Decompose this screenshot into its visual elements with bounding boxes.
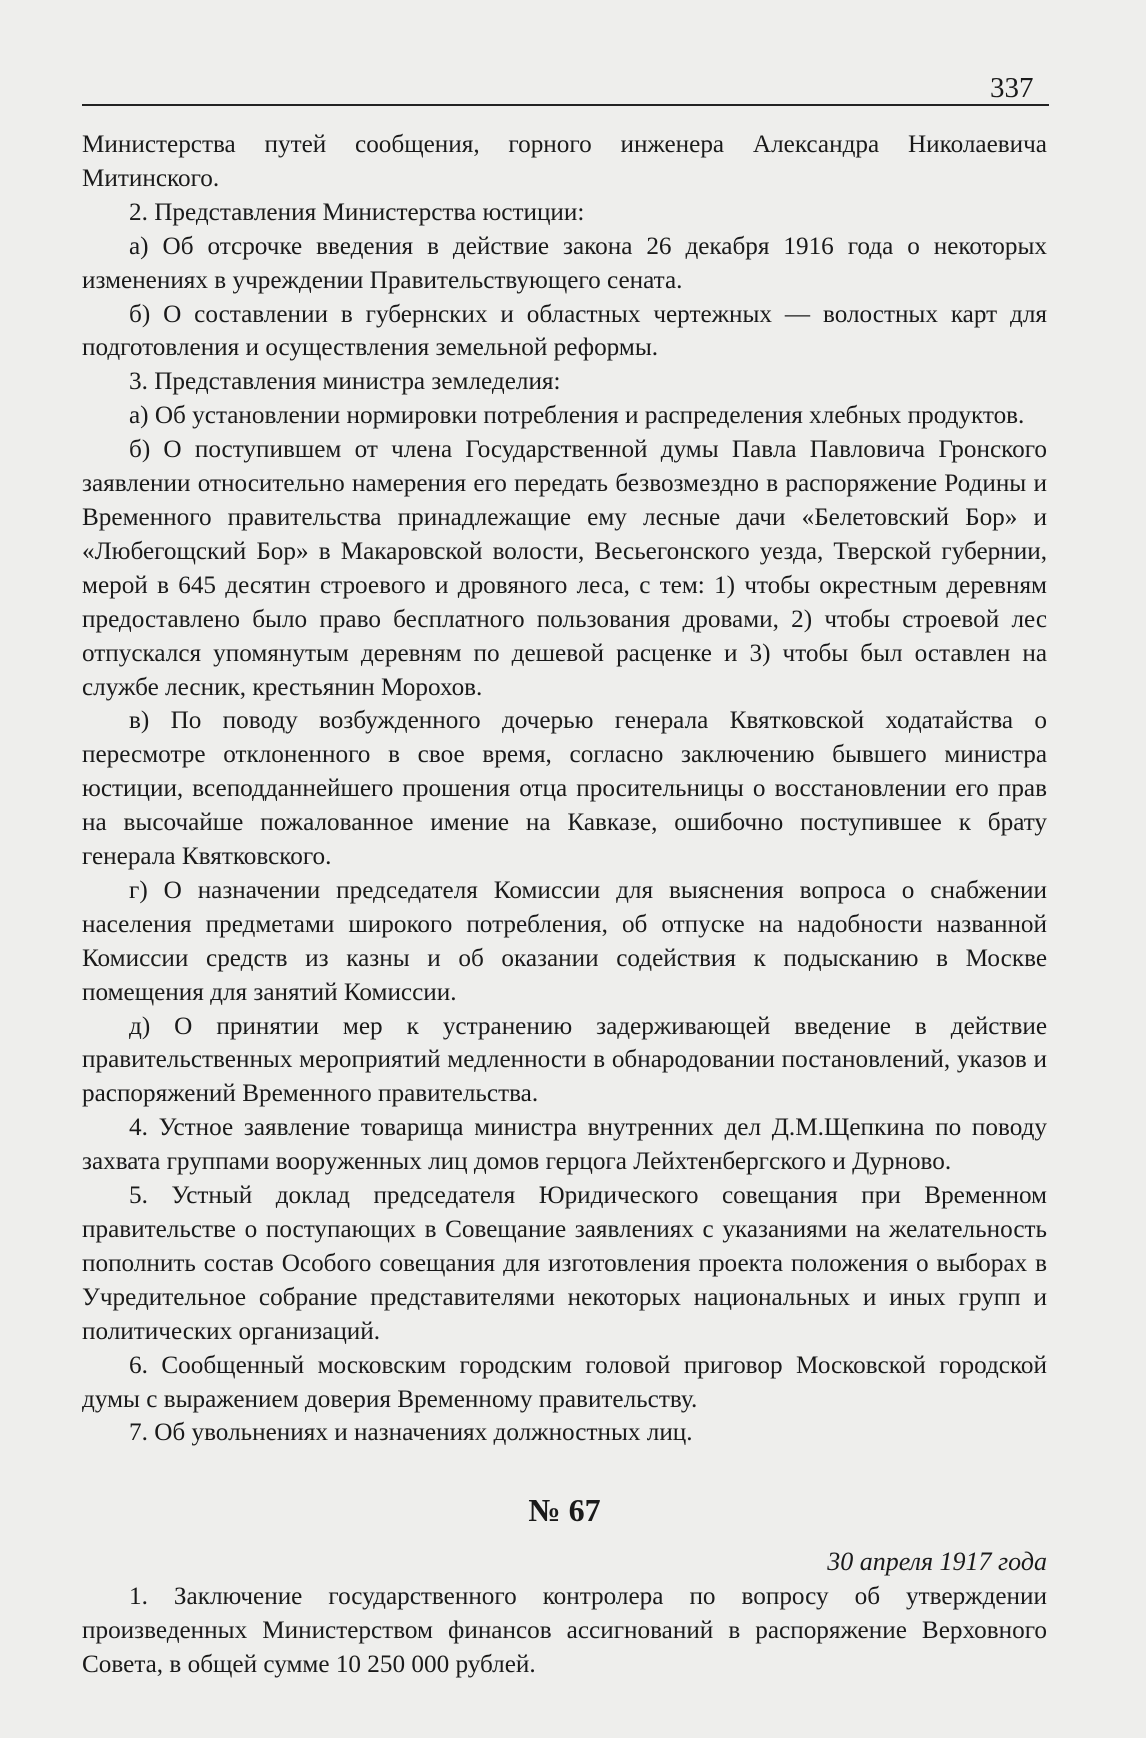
header-rule — [82, 104, 1049, 106]
paragraph: а) Об установлении нормировки потребления и распределения хлебных продуктов. — [129, 402, 1025, 430]
paragraph: 6. Сообщенный московским городским головой приговор Московской городской думы с выражением доверия Временному правительству. — [82, 1351, 1047, 1413]
paragraph: 4. Устное заявление товарища министра внутренних дел Д.М.Щепкина по поводу захвата группами вооруженных лиц домов герцога Лейхтенбергского и Дурново. — [82, 1114, 1047, 1176]
paragraph: а) Об отсрочке введения в действие закона 26 декабря 1916 года о некоторых изменениях в учреждении Правительствующего сената. — [82, 232, 1047, 294]
paragraph: д) О принятии мер к устранению задерживающей введение в действие правительственных мероприятий медленности в обнародовании постановлений, указов и распоряжений Временного правительства. — [82, 1012, 1047, 1108]
paragraph: 7. Об увольнениях и назначениях должностных лиц. — [129, 1419, 693, 1447]
paragraph: в) По поводу возбужденного дочерью генерала Квятковской ходатайства о пересмотре отклоненного в свое время, согласно заключению бывшего министра юстиции, всеподданнейшего прошения отца просительницы о восстановлении его прав на высочайше пожалованное имение на Кавказе, ошибочно поступившее к брату генерала Квятковского. — [82, 707, 1047, 871]
page-number: 337 — [990, 72, 1034, 104]
paragraph: 5. Устный доклад председателя Юридического совещания при Временном правительстве о поступающих в Совещание заявлениях с указаниями на желательность пополнить состав Особого совещания для изготовления проекта положения о выборах в Учредительное собрание представителями некоторых национальных и иных групп и политических организаций. — [82, 1182, 1047, 1345]
paragraph: г) О назначении председателя Комиссии для выяснения вопроса о снабжении населения предметами широкого потребления, об отпуске на надобности названной Комиссии средств из казны и об оказании содействия к подысканию в Москве помещения для занятий Комиссии. — [82, 876, 1047, 1006]
paragraph: Министерства путей сообщения, горного инженера Александра Николаевича Митинского. — [82, 131, 1047, 192]
document-date: 30 апреля 1917 года — [827, 1547, 1047, 1577]
paragraph: 2. Представления Министерства юстиции: — [129, 198, 585, 226]
paragraph: 3. Представления министра земледелия: — [129, 368, 561, 396]
page-body — [82, 128, 1047, 1682]
paragraph: б) О поступившем от члена Государственной думы Павла Павловича Гронского заявлении относительно намерения его передать безвозмездно в распоряжение Родины и Временного правительства принадлежащие ему лесные дачи «Белетовский Бор» и «Любегощский Бор» в Макаровской волости, Весьегонского уезда, Тверской губернии, мерой в 645 десятин строевого и дровяного леса, с тем: 1) чтобы окрестным деревням предоставлено было право бесплатного пользования дровами, 2) чтобы строевой лес отпускался упомянутым деревням по дешевой расценке и 3) чтобы был оставлен на службе лесник, крестьянин Морохов. — [82, 436, 1047, 701]
document-number: № 67 — [528, 1492, 601, 1529]
paragraph: б) О составлении в губернских и областных чертежных — волостных карт для подготовления и осуществления земельной реформы. — [82, 300, 1047, 362]
paragraph: 1. Заключение государственного контролера по вопросу об утверждении произведенных Министерством финансов ассигнований в распоряжение Верховного Совета, в общей сумме 10 250 000 рублей. — [82, 1583, 1047, 1679]
